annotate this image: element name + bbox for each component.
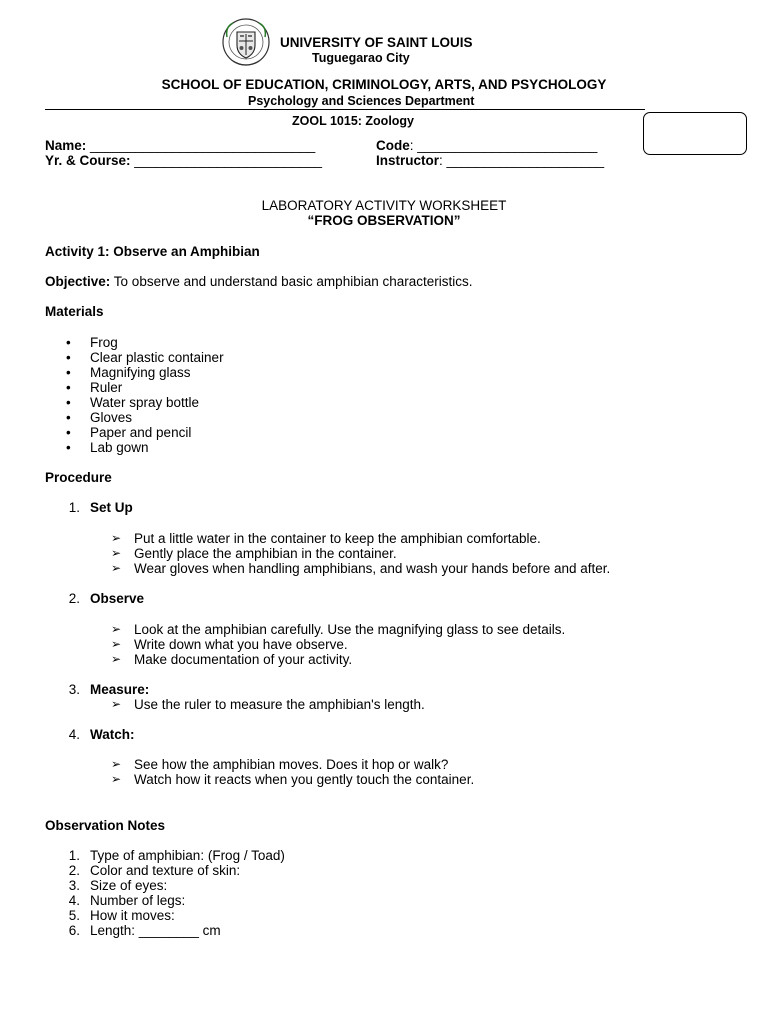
step-title: Measure: [90, 682, 150, 697]
step-item: Make documentation of your activity. [134, 652, 353, 667]
item-number: 2. [68, 863, 80, 878]
code-field[interactable] [376, 138, 597, 153]
step-title: Observe [90, 591, 145, 606]
arrow-bullet-icon: ➢ [111, 652, 122, 666]
objective [45, 274, 473, 289]
step-item: Put a little water in the container to keep the amphibian comfortable. [134, 531, 541, 546]
item-number: 6. [68, 923, 80, 938]
instructor-label: Instructor [376, 153, 440, 168]
material-label: Water spray bottle [90, 395, 200, 410]
step-number: 4. [68, 727, 80, 742]
step-item: See how the amphibian moves. Does it hop or walk? [134, 757, 449, 772]
arrow-bullet-icon: ➢ [111, 531, 122, 545]
material-label: Magnifying glass [90, 365, 191, 380]
arrow-bullet-icon: ➢ [111, 546, 122, 560]
code-label: Code [376, 138, 410, 153]
bullet-icon: • [66, 425, 71, 440]
university-name: UNIVERSITY OF SAINT LOUIS [280, 35, 473, 50]
arrow-bullet-icon: ➢ [111, 622, 122, 636]
yr-course-field[interactable] [45, 153, 322, 168]
name-blank: ______________________________ [90, 138, 316, 153]
item-number: 4. [68, 893, 80, 908]
activity-heading: Activity 1: Observe an Amphibian [45, 244, 260, 259]
bullet-icon: • [66, 440, 71, 455]
step-title: Set Up [90, 500, 133, 515]
bullet-icon: • [66, 380, 71, 395]
worksheet-title: LABORATORY ACTIVITY WORKSHEET [261, 198, 507, 213]
procedure-heading: Procedure [45, 470, 112, 485]
arrow-bullet-icon: ➢ [111, 561, 122, 575]
header-divider [45, 109, 645, 110]
school-name: SCHOOL OF EDUCATION, CRIMINOLOGY, ARTS, AND PSYCHOLOGY [161, 77, 607, 92]
step-item: Write down what you have observe. [134, 637, 348, 652]
name-field[interactable] [45, 138, 315, 153]
bullet-icon: • [66, 365, 71, 380]
yr-course-blank: _________________________ [134, 153, 322, 168]
observation-heading: Observation Notes [45, 818, 166, 833]
name-label: Name: [45, 138, 87, 153]
item-number: 1. [68, 848, 80, 863]
arrow-bullet-icon: ➢ [111, 772, 122, 786]
step-item: Gently place the amphibian in the container. [134, 546, 397, 561]
step-item: Look at the amphibian carefully. Use the magnifying glass to see details. [134, 622, 566, 637]
arrow-bullet-icon: ➢ [111, 697, 122, 711]
observation-item: Length: ________ cm [90, 923, 221, 938]
material-label: Clear plastic container [90, 350, 224, 365]
course-title: ZOOL 1015: Zoology [292, 114, 415, 128]
observation-item: Size of eyes: [90, 878, 168, 893]
instructor-blank: : _____________________ [439, 153, 605, 168]
step-item: Watch how it reacts when you gently touch the container. [134, 772, 475, 787]
item-number: 5. [68, 908, 80, 923]
observation-item: Type of amphibian: (Frog / Toad) [90, 848, 285, 863]
observation-item: Color and texture of skin: [90, 863, 241, 878]
objective-text: To observe and understand basic amphibian characteristics. [113, 274, 473, 289]
yr-course-label: Yr. & Course: [45, 153, 131, 168]
material-label: Paper and pencil [90, 425, 192, 440]
bullet-icon: • [66, 350, 71, 365]
city-name: Tuguegarao City [312, 51, 410, 65]
arrow-bullet-icon: ➢ [111, 757, 122, 771]
observation-item: Number of legs: [90, 893, 186, 908]
material-label: Lab gown [90, 440, 149, 455]
bullet-icon: • [66, 395, 71, 410]
code-blank: : ________________________ [409, 138, 598, 153]
department-name: Psychology and Sciences Department [248, 94, 475, 108]
objective-label: Objective: [45, 274, 111, 289]
worksheet-subtitle: “FROG OBSERVATION” [307, 213, 461, 228]
materials-heading: Materials [45, 304, 104, 319]
material-label: Ruler [90, 380, 123, 395]
step-number: 1. [68, 500, 80, 515]
university-seal-icon [219, 17, 273, 71]
bullet-icon: • [66, 335, 71, 350]
material-label: Frog [90, 335, 118, 350]
code-box [643, 112, 747, 155]
step-item: Use the ruler to measure the amphibian's length. [134, 697, 425, 712]
instructor-field[interactable] [376, 153, 604, 168]
arrow-bullet-icon: ➢ [111, 637, 122, 651]
step-item: Wear gloves when handling amphibians, and wash your hands before and after. [134, 561, 611, 576]
step-number: 3. [68, 682, 80, 697]
observation-item: How it moves: [90, 908, 175, 923]
step-number: 2. [68, 591, 80, 606]
step-title: Watch: [90, 727, 135, 742]
bullet-icon: • [66, 410, 71, 425]
material-label: Gloves [90, 410, 133, 425]
item-number: 3. [68, 878, 80, 893]
